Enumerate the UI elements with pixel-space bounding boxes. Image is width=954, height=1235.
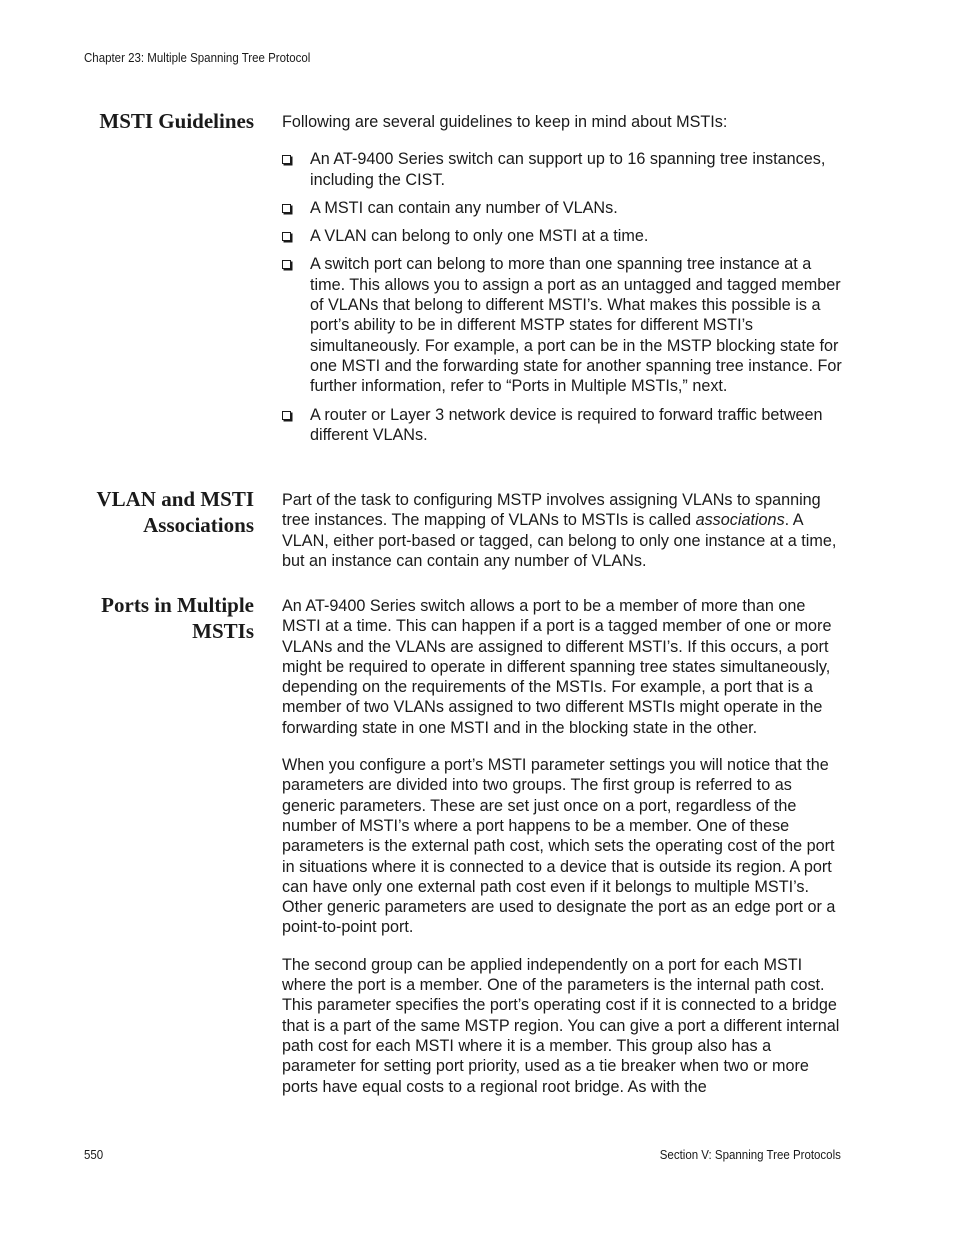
list-item: A router or Layer 3 network device is required to forward traffic between different VLANs. [282,405,842,446]
heading-line-2: MSTIs [192,619,254,643]
vlan-msti-associations-body [282,490,842,571]
list-item: A MSTI can contain any number of VLANs. [282,198,842,218]
section-heading-msti-guidelines [0,108,254,134]
paragraph: An AT-9400 Series switch allows a port to be a member of more than one MSTI at a time. This can happen if a port is a tagged member of one or more VLANs and the VLANs are assigned to different MSTI’s. If this occurs, a port might be required to operate in different spanning tree states simultaneously, depending on the requirements of the MSTIs. For example, a port that is a member of two VLANs assigned to two different MSTIs might operate in the forwarding state in one MSTI and in the blocking state in the other. [282,597,832,737]
section-heading-vlan-msti-associations [0,486,254,538]
heading-text: MSTI Guidelines [99,109,254,133]
checkbox-bullet-icon [282,260,291,269]
heading-line-1: Ports in Multiple [101,593,254,617]
intro-paragraph: Following are several guidelines to keep in mind about MSTIs: [282,113,728,131]
guidelines-list [282,149,842,445]
ports-in-multiple-mstis-body [282,596,842,1097]
list-item: An AT-9400 Series switch can support up to 16 spanning tree instances, including the CIST. [282,149,842,190]
msti-guidelines-body [282,112,842,445]
section-heading-ports-in-multiple-mstis [0,592,254,644]
footer-section-title: Section V: Spanning Tree Protocols [659,1148,841,1162]
heading-line-2: Associations [143,513,254,537]
checkbox-bullet-icon [282,232,291,241]
list-item: A VLAN can belong to only one MSTI at a time. [282,226,842,246]
checkbox-bullet-icon [282,155,291,164]
heading-line-1: VLAN and MSTI [96,487,254,511]
associations-paragraph: Part of the task to configuring MSTP involves assigning VLANs to spanning tree instances. The mapping of VLANs to MSTIs is called associations. A VLAN, either port-based or tagged, can belong to only one instance at a time, but an instance can contain any number of VLANs. [282,491,837,570]
paragraph: The second group can be applied independently on a port for each MSTI where the port is a member. One of the parameters is the internal path cost. This parameter specifies the port’s operating cost if it is connected to a bridge that is a part of the same MSTP region. You can give a port a different internal path cost for each MSTI where it is a member. This group also has a parameter for setting port priority, used as a tie breaker when two or more ports have equal costs to a regional root bridge. As with the [282,955,840,1096]
checkbox-bullet-icon [282,204,291,213]
page-number: 550 [84,1148,104,1162]
list-item: A switch port can belong to more than one spanning tree instance at a time. This allows you to assign a port as an untagged and tagged member of VLANs that belong to different MSTI’s. What makes this possible is a port’s ability to be in different MSTP states for different MSTI’s simultaneously. For example, a port can be in the MSTP blocking state for one MSTI and the forwarding state for another spanning tree instance. For further information, refer to “Ports in Multiple MSTIs,” next. [282,254,842,396]
paragraph: When you configure a port’s MSTI parameter settings you will notice that the parameters are divided into two groups. The first group is referred to as generic parameters. These are set just once on a port, regardless of the number of MSTI’s where a port happens to be a member. One of these parameters is the external path cost, which sets the operating cost of the port in situations where it is connected to a device that is outside its region. A port can have only one external path cost even if it belongs to multiple MSTI’s. Other generic parameters are used to designate the port as an edge port or a point-to-point port. [282,756,836,937]
checkbox-bullet-icon [282,411,291,420]
associations-term: associations [695,511,785,530]
running-header: Chapter 23: Multiple Spanning Tree Protocol [84,51,311,65]
